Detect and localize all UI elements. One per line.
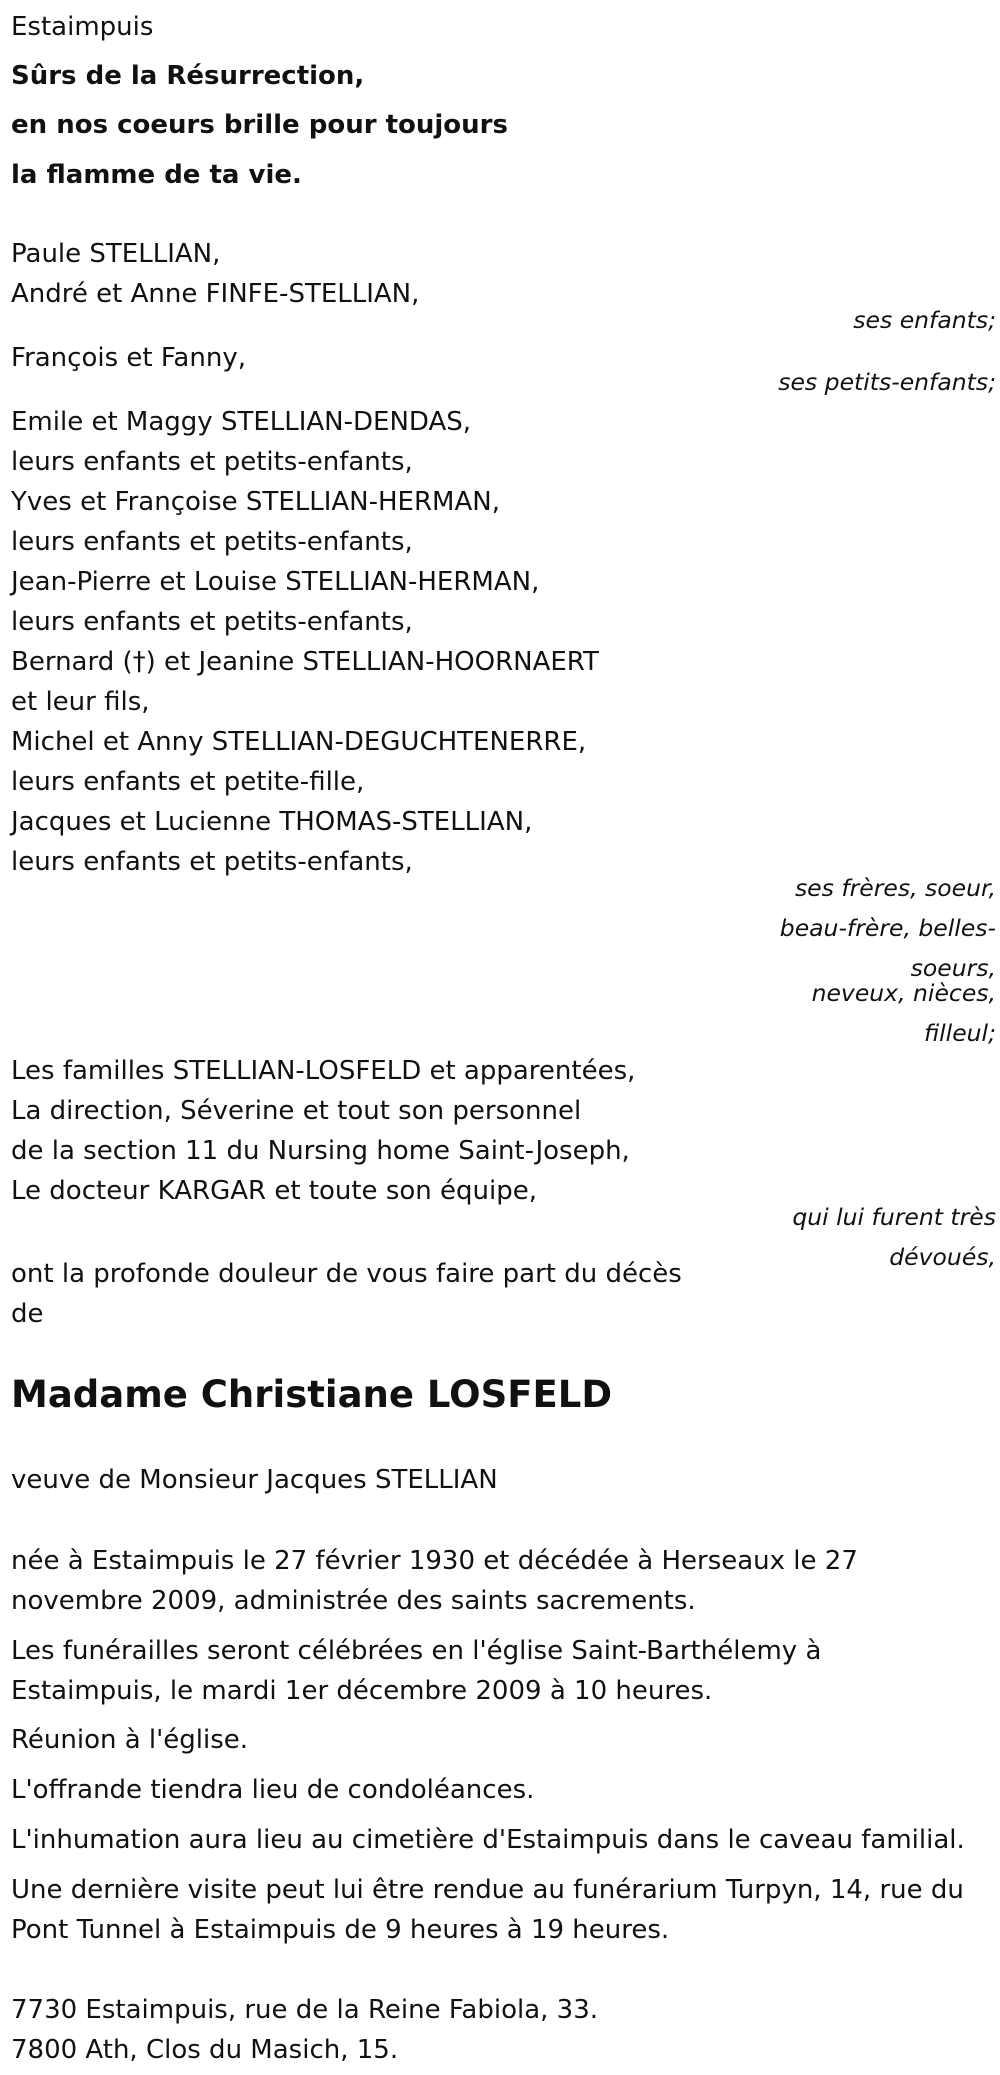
sibling-line-8: et leur fils, xyxy=(11,687,150,717)
siblings-relation-label-2: beau-frère, belles- xyxy=(779,914,996,942)
widow-of-line: veuve de Monsieur Jacques STELLIAN xyxy=(11,1465,498,1495)
sibling-line-1: Emile et Maggy STELLIAN-DENDAS, xyxy=(11,407,472,437)
others-relation-label-1: qui lui furent très xyxy=(792,1203,996,1231)
deceased-name: Madame Christiane LOSFELD xyxy=(11,1373,613,1416)
sibling-line-7: Bernard (†) et Jeanine STELLIAN-HOORNAERT xyxy=(11,647,599,677)
child-line-2: André et Anne FINFE-STELLIAN, xyxy=(11,279,420,309)
sibling-line-11: Jacques et Lucienne THOMAS-STELLIAN, xyxy=(11,807,533,837)
verse-line-2: en nos coeurs brille pour toujours xyxy=(11,110,508,140)
siblings-relation-label-1: ses frères, soeur, xyxy=(794,874,996,902)
siblings-relation-label-3: soeurs, xyxy=(910,954,996,982)
sibling-line-3: Yves et Françoise STELLIAN-HERMAN, xyxy=(11,487,500,517)
child-line-1: Paule STELLIAN, xyxy=(11,239,221,269)
offering-line: L'offrande tiendra lieu de condoléances. xyxy=(11,1775,535,1805)
address-line-1: 7730 Estaimpuis, rue de la Reine Fabiola, 33. xyxy=(11,1995,599,2025)
sibling-line-12: leurs enfants et petits-enfants, xyxy=(11,847,413,877)
others-line-3: de la section 11 du Nursing home Saint-Joseph, xyxy=(11,1136,630,1166)
place-heading: Estaimpuis xyxy=(11,12,154,42)
announcement-line-2: de xyxy=(11,1299,44,1329)
birth-death-line-1: née à Estaimpuis le 27 février 1930 et décédée à Herseaux le 27 xyxy=(11,1546,858,1576)
verse-line-1: Sûrs de la Résurrection, xyxy=(11,61,365,91)
verse-line-3: la flamme de ta vie. xyxy=(11,160,302,190)
others-relation-label-2: dévoués, xyxy=(889,1243,996,1271)
meeting-line: Réunion à l'église. xyxy=(11,1725,249,1755)
visit-line-2: Pont Tunnel à Estaimpuis de 9 heures à 19 heures. xyxy=(11,1915,670,1945)
sibling-line-4: leurs enfants et petits-enfants, xyxy=(11,527,413,557)
others-line-4: Le docteur KARGAR et toute son équipe, xyxy=(11,1176,537,1206)
sibling-line-6: leurs enfants et petits-enfants, xyxy=(11,607,413,637)
address-line-2: 7800 Ath, Clos du Masich, 15. xyxy=(11,2035,399,2065)
grandchildren-relation-label: ses petits-enfants; xyxy=(778,368,996,396)
siblings-relation-label-5: filleul; xyxy=(923,1019,996,1047)
funeral-line-2: Estaimpuis, le mardi 1er décembre 2009 à 10 heures. xyxy=(11,1676,713,1706)
visit-line-1: Une dernière visite peut lui être rendue au funérarium Turpyn, 14, rue du xyxy=(11,1875,964,1905)
others-line-1: Les familles STELLIAN-LOSFELD et apparentées, xyxy=(11,1056,636,1086)
others-line-2: La direction, Séverine et tout son personnel xyxy=(11,1096,582,1126)
sibling-line-2: leurs enfants et petits-enfants, xyxy=(11,447,413,477)
burial-line: L'inhumation aura lieu au cimetière d'Estaimpuis dans le caveau familial. xyxy=(11,1825,965,1855)
sibling-line-5: Jean-Pierre et Louise STELLIAN-HERMAN, xyxy=(11,567,540,597)
announcement-line-1: ont la profonde douleur de vous faire part du décès xyxy=(11,1259,682,1289)
funeral-line-1: Les funérailles seront célébrées en l'église Saint-Barthélemy à xyxy=(11,1636,822,1666)
sibling-line-10: leurs enfants et petite-fille, xyxy=(11,767,365,797)
siblings-relation-label-4: neveux, nièces, xyxy=(811,979,996,1007)
children-relation-label: ses enfants; xyxy=(853,306,996,334)
grandchild-line-1: François et Fanny, xyxy=(11,343,246,373)
birth-death-line-2: novembre 2009, administrée des saints sacrements. xyxy=(11,1586,696,1616)
sibling-line-9: Michel et Anny STELLIAN-DEGUCHTENERRE, xyxy=(11,727,587,757)
